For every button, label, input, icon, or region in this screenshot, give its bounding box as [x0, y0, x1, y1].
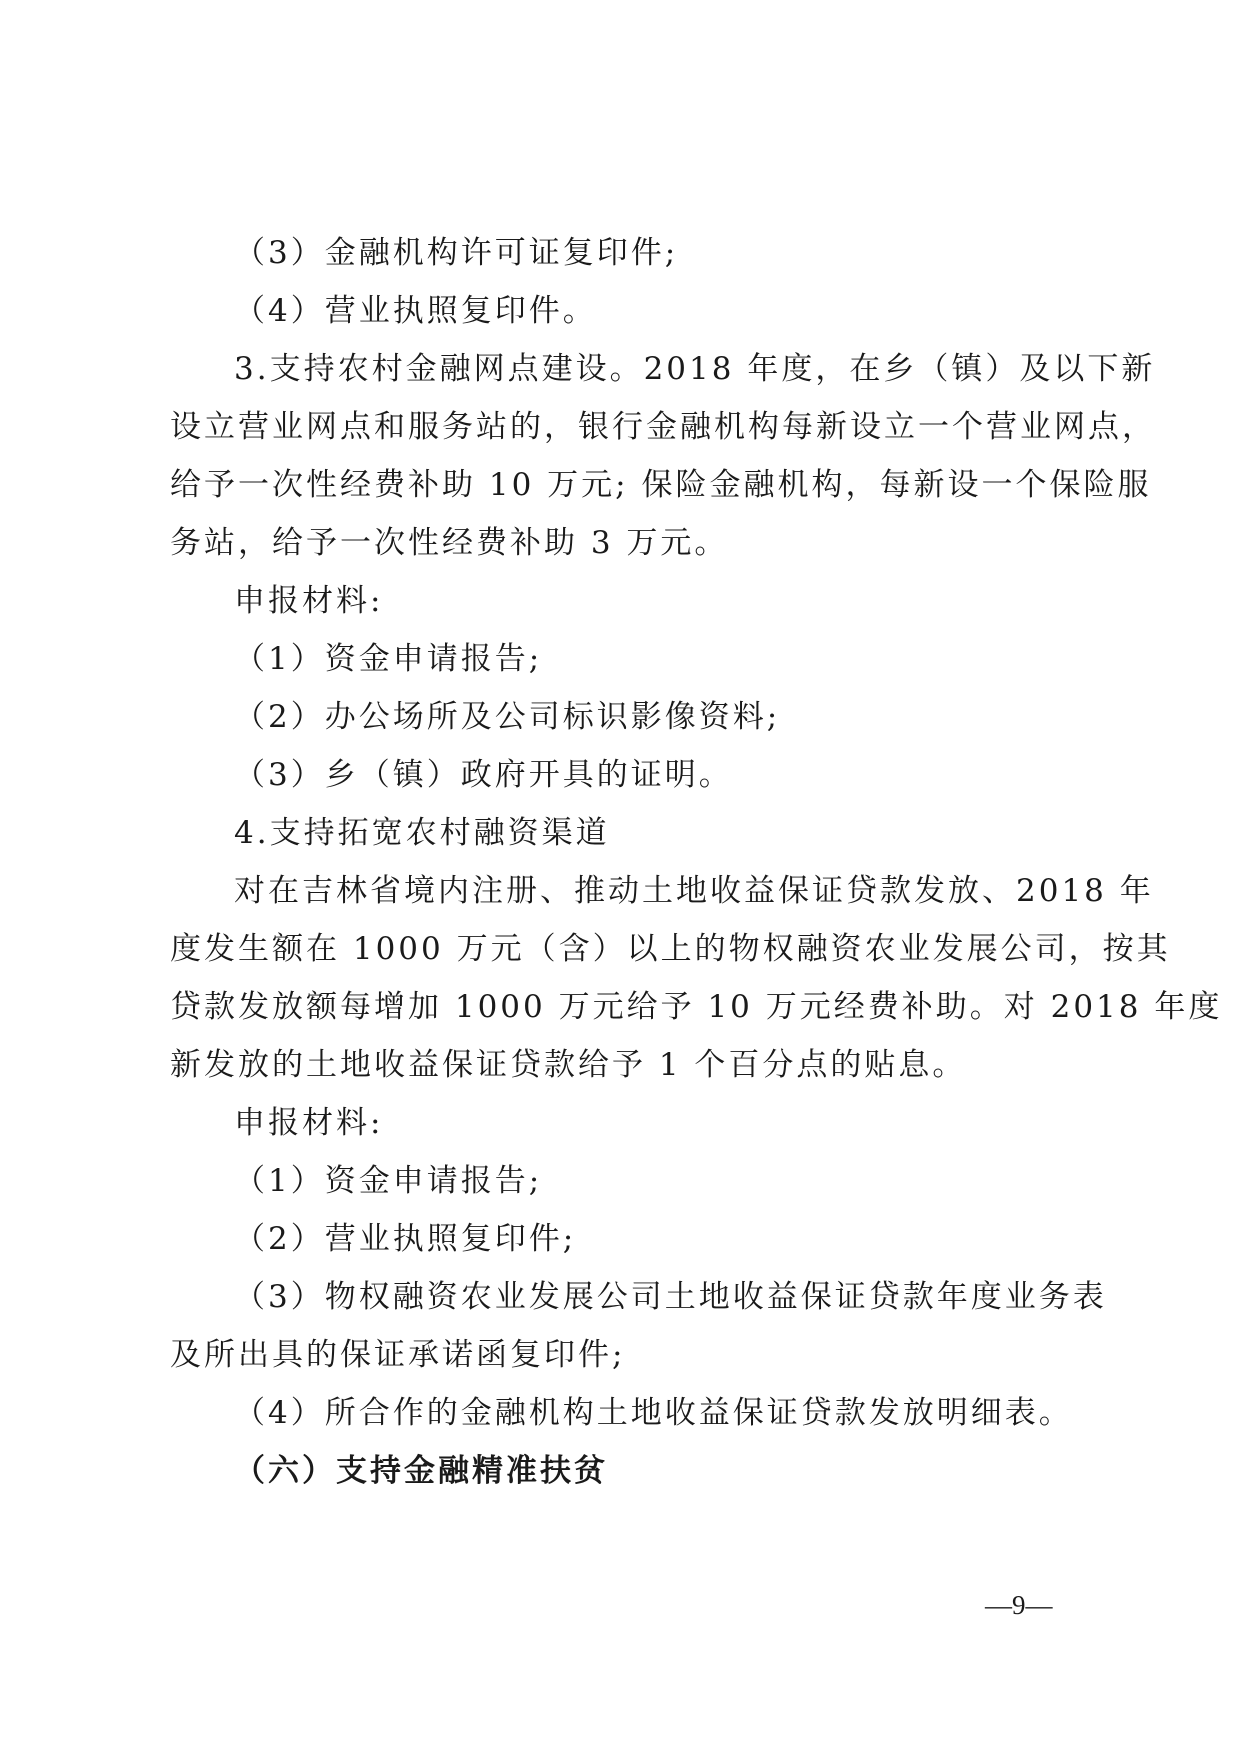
text-line: （2）营业执照复印件;	[234, 1221, 577, 1257]
text-line: 申报材料:	[234, 1105, 384, 1141]
text-line: 4.支持拓宽农村融资渠道	[234, 815, 610, 851]
text-line: 申报材料:	[234, 583, 384, 619]
text-line: 新发放的土地收益保证贷款给予 1 个百分点的贴息。	[170, 1047, 967, 1083]
text-line: 务站，给予一次性经费补助 3 万元。	[170, 525, 729, 561]
text-line: 对在吉林省境内注册、推动土地收益保证贷款发放、2018 年	[234, 873, 1154, 909]
text-line: 度发生额在 1000 万元（含）以上的物权融资农业发展公司，按其	[170, 931, 1171, 967]
text-line: 3.支持农村金融网点建设。2018 年度，在乡（镇）及以下新	[234, 351, 1156, 387]
text-line: 贷款发放额每增加 1000 万元给予 10 万元经费补助。对 2018 年度	[170, 989, 1223, 1025]
text-line: （1）资金申请报告;	[234, 1163, 543, 1199]
text-line: （3）物权融资农业发展公司土地收益保证贷款年度业务表	[234, 1279, 1107, 1315]
text-line: （1）资金申请报告;	[234, 641, 543, 677]
text-line: （2）办公场所及公司标识影像资料;	[234, 699, 781, 735]
text-line: （4）营业执照复印件。	[234, 293, 597, 329]
text-line: （4）所合作的金融机构土地收益保证贷款发放明细表。	[234, 1395, 1073, 1431]
text-line: （3）金融机构许可证复印件;	[234, 235, 679, 271]
text-line: （3）乡（镇）政府开具的证明。	[234, 757, 733, 793]
text-line: 设立营业网点和服务站的，银行金融机构每新设立一个营业网点，	[170, 409, 1156, 445]
text-line: 及所出具的保证承诺函复印件;	[170, 1337, 626, 1373]
section-heading: （六）支持金融精准扶贫	[234, 1453, 608, 1489]
page-number: —9—	[985, 1590, 1053, 1620]
text-line: 给予一次性经费补助 10 万元; 保险金融机构，每新设一个保险服	[170, 467, 1152, 503]
